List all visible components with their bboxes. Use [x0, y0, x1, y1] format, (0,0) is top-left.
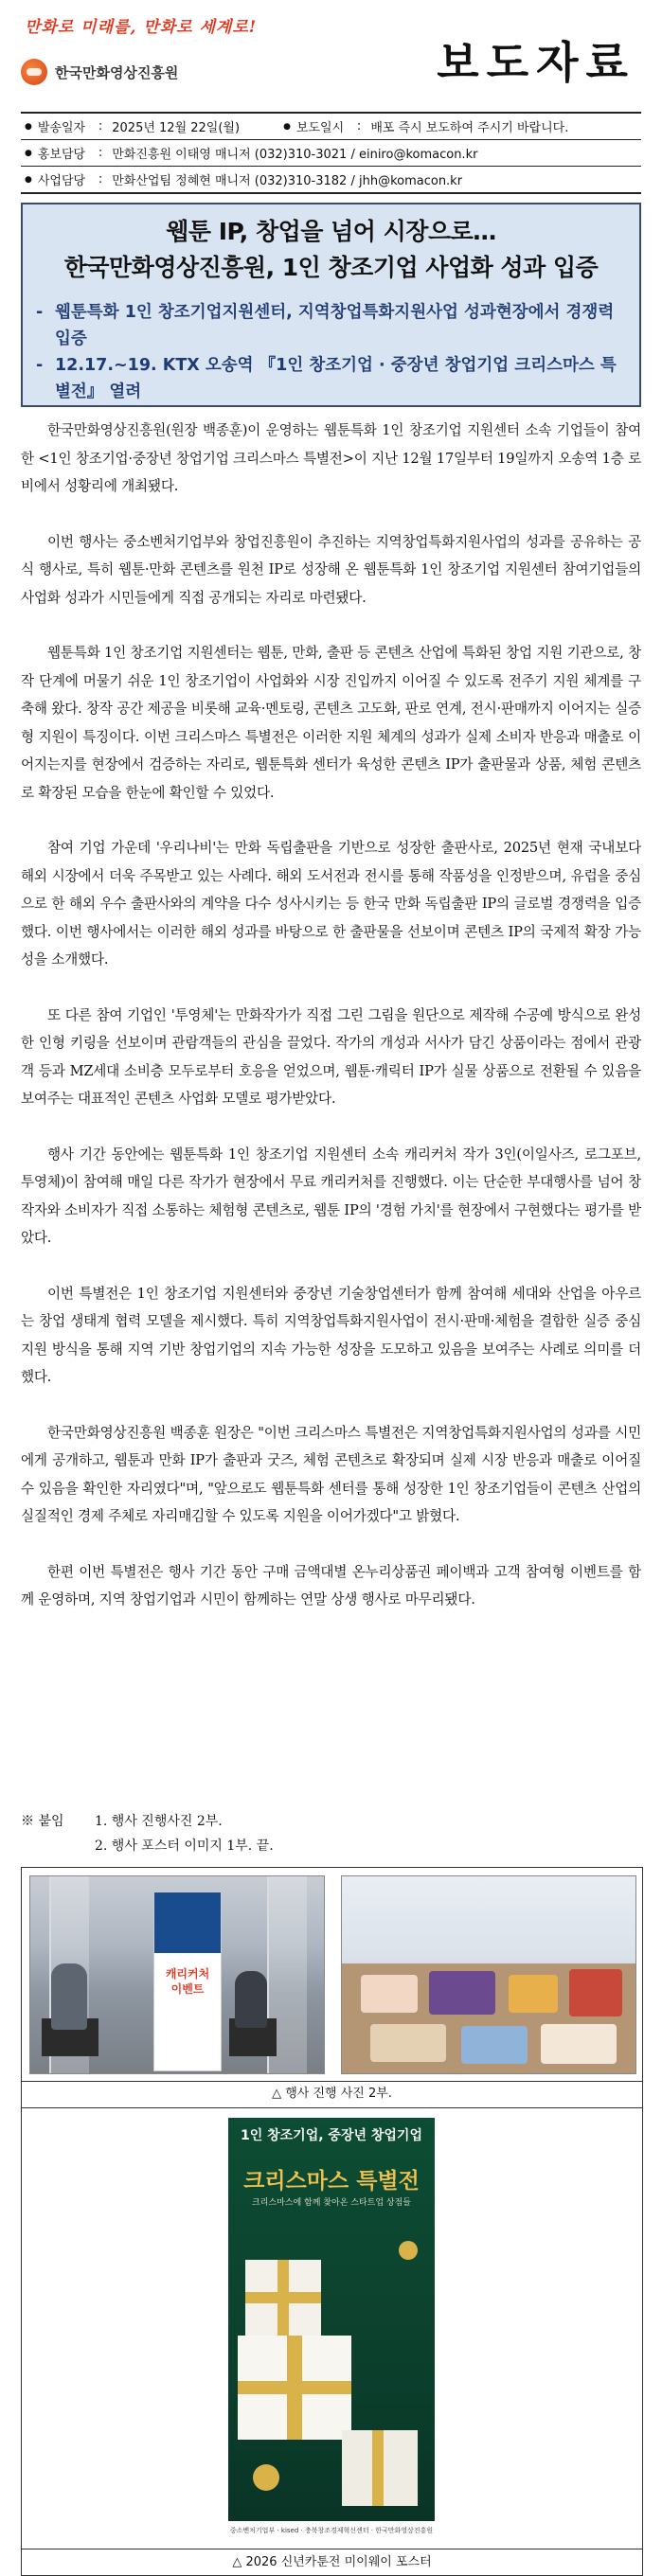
subtitle-2: 12.17.~19. KTX 오송역 『1인 창조기업 · 중장년 창업기업 크리스마스 특별전』 열려	[55, 356, 617, 401]
issue-label: 발송일자	[37, 121, 86, 135]
poster-cell	[22, 2108, 642, 2549]
komacon-logo-icon	[21, 59, 47, 85]
figure-table	[21, 1867, 643, 2576]
headline-box	[21, 203, 641, 407]
attachment-item: 1. 행사 진행사진 2부.	[95, 1814, 223, 1829]
pr-label: 홍보담당	[37, 148, 86, 162]
biz-contact: 만화산업팀 정혜현 매니저 (032)310-3182 / jhh@komacon.kr	[112, 174, 463, 188]
paragraph: 한국만화영상진흥원(원장 백종훈)이 운영하는 웹툰특화 1인 창조기업 지원센터 소속 기업들이 참여한 <1인 창조기업·중장년 창업기업 크리스마스 특별전>이 지난 12월 17일부터 19일까지 오송역 1층 로비에서 성황리에 개최됐다.	[21, 422, 641, 494]
subtitle-item: - 12.17.~19. KTX 오송역 『1인 창조기업 · 중장년 창업기업 크리스마스 특별전』 열려	[36, 352, 626, 405]
paragraph: 한국만화영상진흥원 백종훈 원장은 "이번 크리스마스 특별전은 지역창업특화지원사업의 성과를 시민에게 공개하고, 웹툰과 만화 IP가 출판과 굿즈, 체험 콘텐츠로 확장되며 실제 시장 반응과 매출로 이어질 수 있음을 확인한 자리였다"며, "앞으로도 웹툰특화 센터를 통해 성장한 1인 창조기업들이 콘텐츠 산업의 실질적인 경제 주체로 자리매김할 수 있도록 지원을 이어가겠다"고 밝혔다.	[21, 1424, 641, 1524]
poster-title: 크리스마스 특별전	[243, 2169, 420, 2194]
figure-caption-1: △ 행사 진행 사진 2부.	[22, 2081, 642, 2108]
photo-row	[22, 1868, 642, 2082]
paragraph: 이번 행사는 중소벤처기업부와 창업진흥원이 추진하는 지역창업특화지원사업의 성과를 공유하는 공식 행사로, 특히 웹툰·만화 콘텐츠를 원천 IP로 성장해 온 웹툰특화 1인 창조기업 지원센터 참여기업들의 사업화 성과가 시민들에게 직접 공개되는 자리로 마련됐다.	[21, 533, 641, 606]
poster-sponsors: 중소벤처기업부 · kised · 충북창조경제혁신센터 · 한국만화영상진흥원	[228, 2521, 435, 2541]
body-text	[21, 417, 641, 1642]
subtitle-item: - 웹툰특화 1인 창조기업지원센터, 지역창업특화지원사업 성과현장에서 경쟁력 입증	[36, 299, 626, 352]
headline-title	[23, 214, 639, 286]
figure-caption-2: △ 2026 신년카툰전 미이웨이 포스터	[232, 2555, 432, 2569]
issue-value: 2025년 12월 22일(월)	[112, 121, 241, 135]
attachments-prefix: ※ 붙임	[21, 1814, 64, 1829]
bullet-icon: ●	[25, 148, 32, 158]
attachment-item: 2. 행사 포스터 이미지 1부. 끝.	[95, 1839, 274, 1854]
info-row-biz: ● 사업담당 : 만화산업팀 정혜현 매니저 (032)310-3182 / jhh@komacon.kr	[21, 166, 641, 194]
paragraph: 행사 기간 동안에는 웹툰특화 1인 창조기업 지원센터 소속 캐리커처 작가 3인(이일사즈, 로그포브, 투영체)이 참여해 매일 다른 작가가 현장에서 무료 캐리커처를 진행했다. 이는 단순한 부대행사를 넘어 창작자와 소비자가 직접 소통하는 체험형 콘텐츠로, 웹툰 IP의 '경험 가치'를 현장에서 구현했다는 평가를 받았다.	[21, 1146, 641, 1246]
paragraph: 이번 특별전은 1인 창조기업 지원센터와 중장년 기술창업센터가 함께 참여해 세대와 산업을 아우르는 창업 생태계 협력 모델을 제시했다. 특히 지역창업특화지원사업이 전시·판매·체험을 결합한 실증 중심 지원 방식을 통해 지역 기반 창업기업의 지속 가능한 성장을 도모하고 있음을 보여주는 사례로 의미를 더했다.	[21, 1285, 641, 1385]
paragraph: 한편 이번 특별전은 행사 기간 동안 구매 금액대별 온누리상품권 페이백과 고객 참여형 이벤트를 함께 운영하며, 지역 창업기업과 시민이 함께하는 연말 상생 행사로 마무리됐다.	[21, 1563, 641, 1608]
headline-subtitles	[36, 299, 626, 405]
embargo-label: 보도일시	[295, 121, 345, 135]
event-poster	[228, 2118, 435, 2541]
gift-box-icon	[228, 2118, 435, 2541]
info-table	[21, 112, 641, 194]
pr-contact: 만화진흥원 이태영 매니저 (032)310-3021 / einiro@komacon.kr	[112, 148, 478, 162]
bullet-icon: ●	[25, 174, 32, 185]
org-logo	[21, 59, 178, 85]
slogan: 만화로 미래를, 만화로 세계로!	[25, 18, 258, 37]
info-row-issue: ● 발송일자 : 2025년 12월 22일(월) ● 보도일시 : 배포 즉시 보도하여 주시기 바랍니다.	[21, 112, 641, 139]
headline-line2: 한국만화영상진흥원, 1인 창조기업 사업화 성과 입증	[63, 254, 599, 281]
headline-line1: 웹툰 IP, 창업을 넘어 시장으로…	[166, 218, 496, 245]
org-name: 한국만화영상진흥원	[55, 63, 179, 81]
subtitle-1: 웹툰특화 1인 창조기업지원센터, 지역창업특화지원사업 성과현장에서 경쟁력 입증	[55, 303, 615, 348]
doc-type-title: 보도자료	[437, 37, 635, 88]
bullet-icon: ●	[25, 121, 32, 132]
banner-text: 캐리커처 이벤트	[165, 1967, 210, 1996]
paragraph: 웹툰특화 1인 창조기업 지원센터는 웹툰, 만화, 출판 등 콘텐츠 산업에 특화된 창업 지원 기관으로, 창작 단계에 머물기 쉬운 1인 창조기업이 사업화와 시장 진입까지 이어질 수 있도록 전주기 지원 체계를 구축해 왔다. 창작 공간 제공을 비롯해 교육·멘토링, 콘텐츠 고도화, 판로 연계, 전시·판매까지 이어지는 실증형 지원이 특징이다. 이번 크리스마스 특별전은 이러한 지원 체계의 성과가 실제 소비자 반응과 매출로 이어지는지를 현장에서 검증하는 자리로, 웹툰특화 센터가 육성한 콘텐츠 IP가 출판물과 상품, 체험 콘텐츠로 확장된 모습을 한눈에 확인할 수 있었다.	[21, 645, 641, 801]
info-row-pr: ● 홍보담당 : 만화진흥원 이태영 매니저 (032)310-3021 / einiro@komacon.kr	[21, 139, 641, 166]
caricature-banner	[153, 1892, 222, 2071]
attachments	[21, 1809, 274, 1858]
biz-label: 사업담당	[37, 174, 86, 188]
event-photo-2	[341, 1875, 636, 2074]
poster-subtitle: 크리스마스에 함께 찾아온 스타트업 상점들	[252, 2198, 411, 2208]
poster-top-text: 1인 창조기업, 중장년 창업기업	[241, 2128, 422, 2143]
embargo-value: 배포 즉시 보도하여 주시기 바랍니다.	[370, 121, 569, 135]
paragraph: 또 다른 참여 기업인 '투영체'는 만화작가가 직접 그린 그림을 원단으로 제작해 수공예 방식으로 완성한 인형 키링을 선보이며 관람객들의 관심을 끌었다. 작가의 개성과 서사가 담긴 상품이라는 점에서 관광객 등과 MZ세대 소비층 모두로부터 호응을 얻었으며, 웹툰·캐릭터 IP가 실물 상품으로 전환될 수 있음을 보여주는 대표적인 콘텐츠 사업화 모델로 평가받았다.	[21, 1006, 641, 1107]
paragraph: 참여 기업 가운데 '우리나비'는 만화 독립출판을 기반으로 성장한 출판사로, 2025년 현재 국내보다 해외 시장에서 더욱 주목받고 있는 사례다. 해외 도서전과 전시를 통해 작품성을 인정받으며, 유럽을 중심으로 한 해외 우수 출판사와의 계약을 다수 성사시키는 등 한국 만화 독립출판 IP의 글로벌 경쟁력을 입증했다. 이번 행사에서는 이러한 해외 성과를 바탕으로 한 출판물을 선보이며 콘텐츠 IP의 국제적 확장 가능성을 소개했다.	[21, 840, 641, 968]
bullet-icon: ●	[283, 121, 291, 132]
event-photo-1	[29, 1875, 325, 2074]
